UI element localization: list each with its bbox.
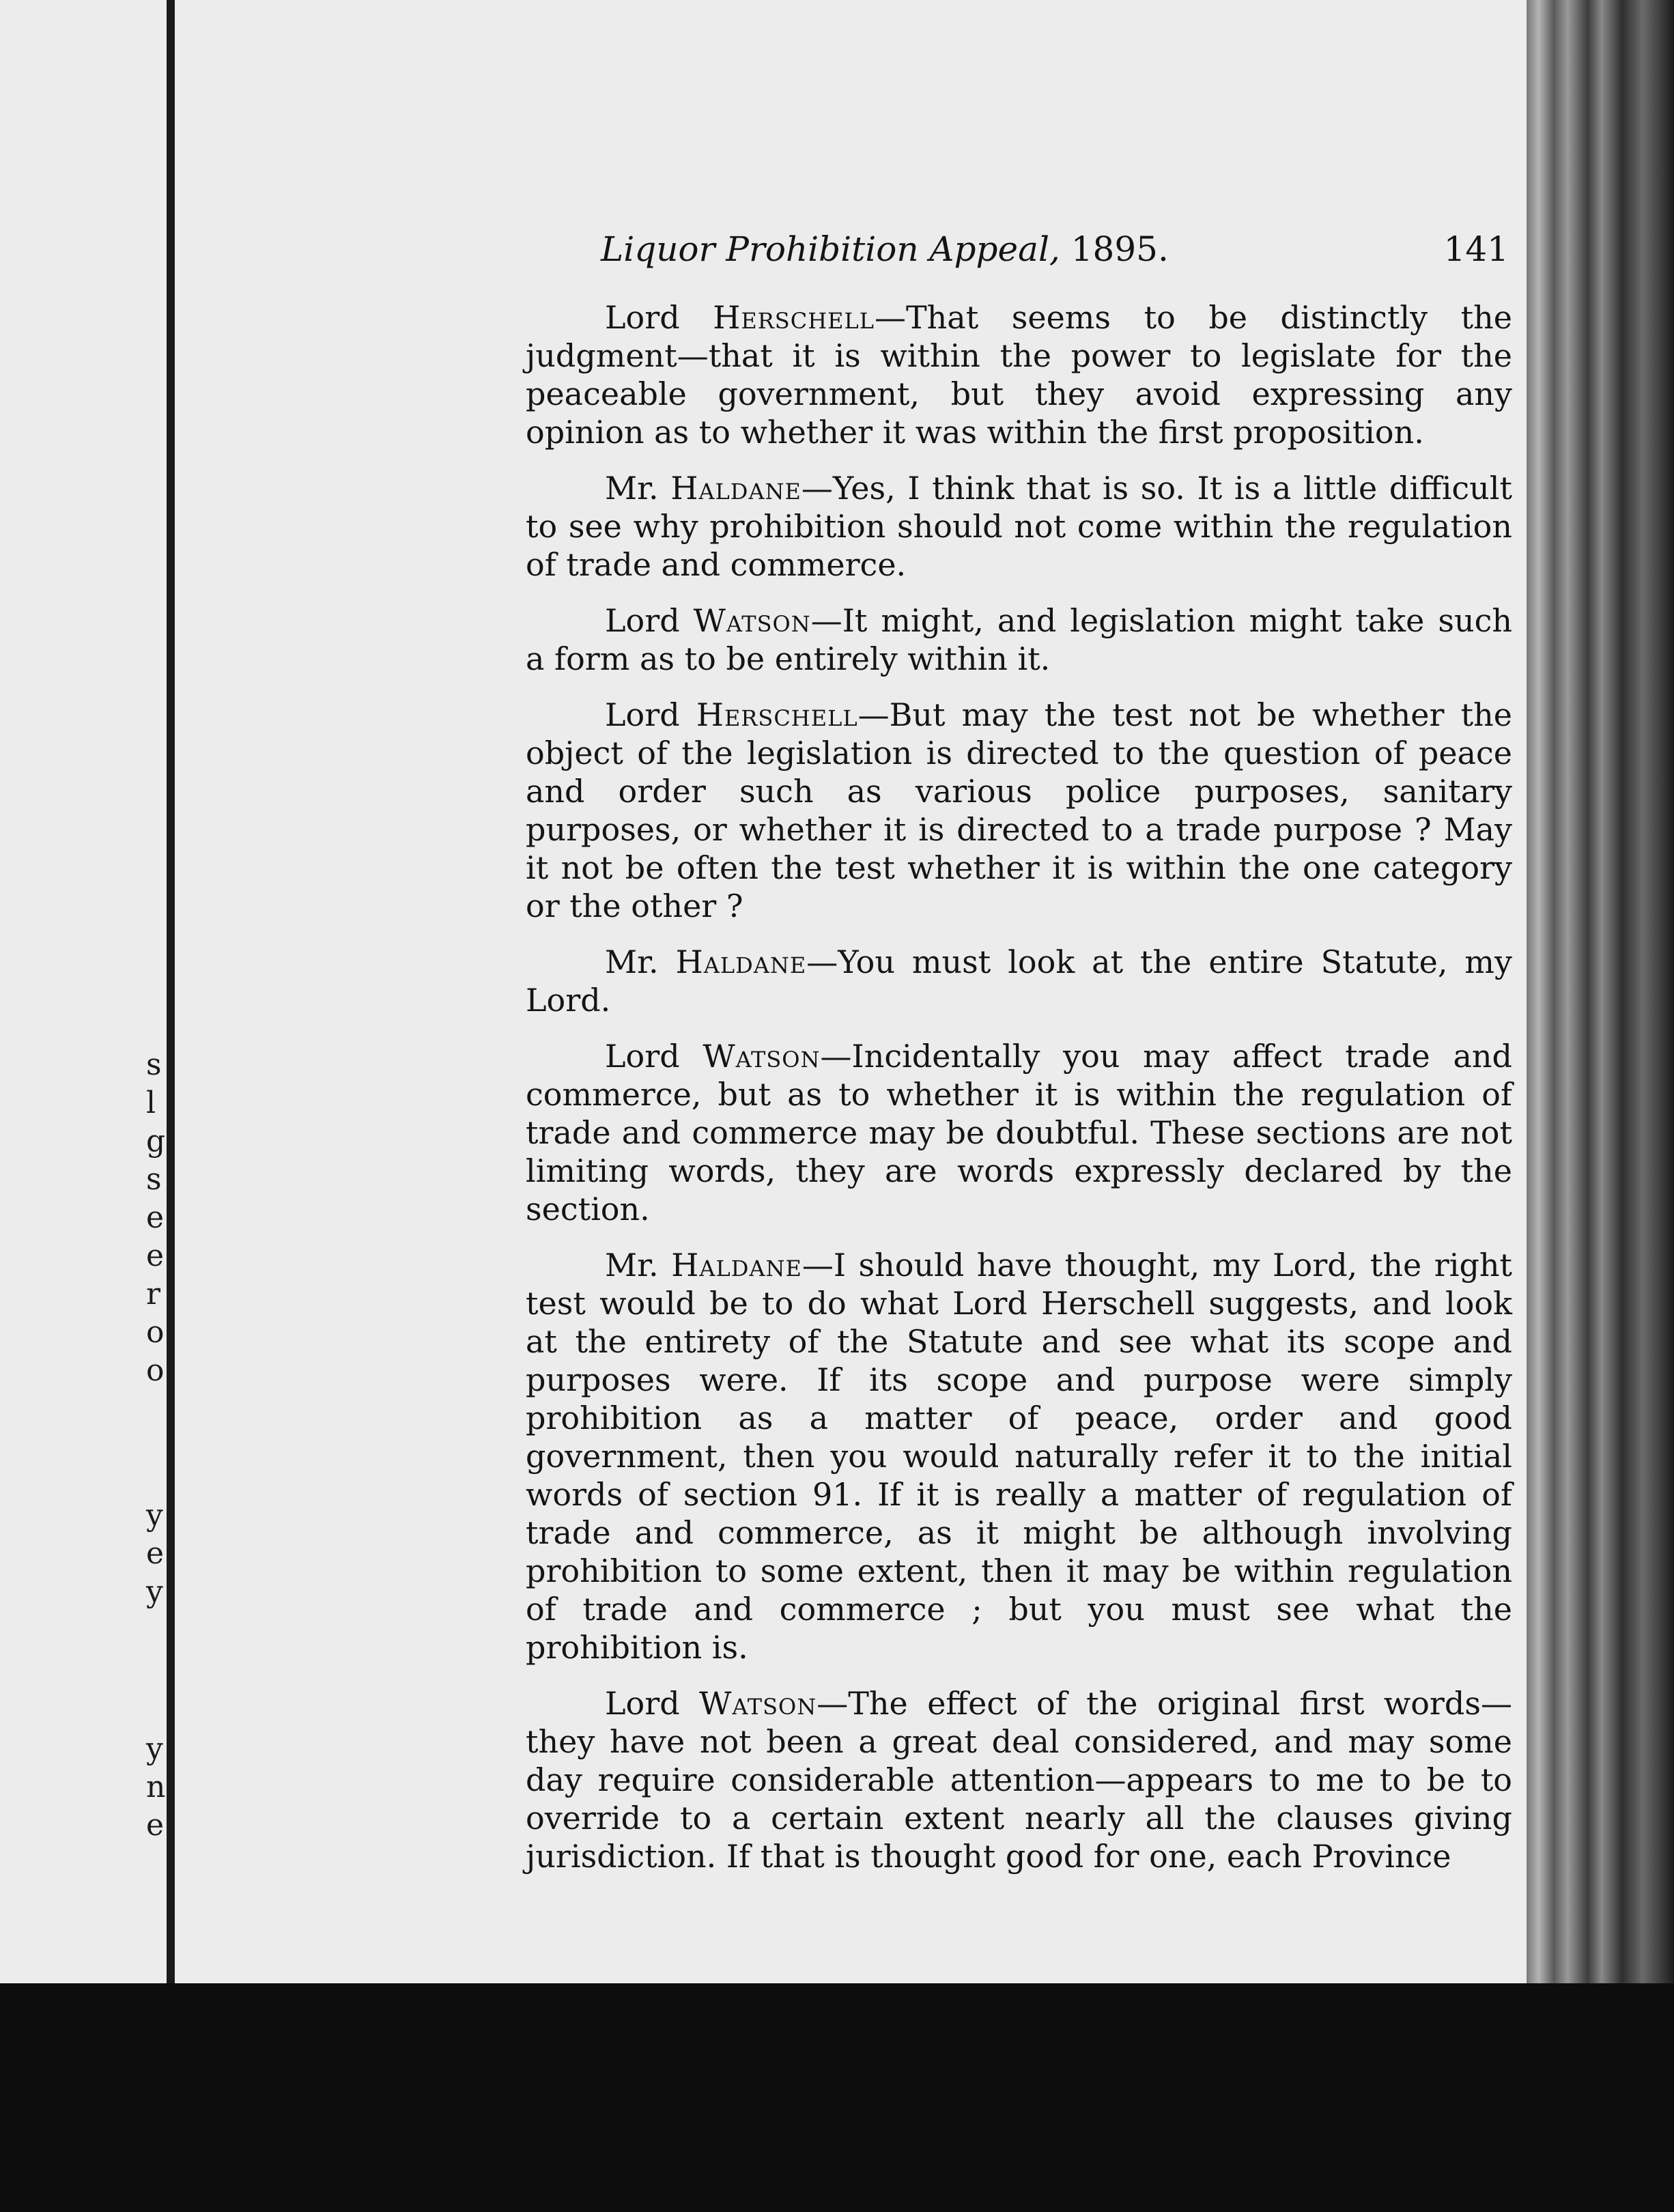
margin-fragment: e <box>146 1536 165 1571</box>
paragraph-text: —You must look at the entire Statute, my Lord. <box>526 944 1513 1019</box>
speaker-name: Watson <box>703 1038 821 1075</box>
speaker-title: Mr. <box>605 944 676 980</box>
paragraph-text: —The effect of the original first words—they have not been a great deal considered, and may some day require considerable attention—appears to me to be to override to a certain extent nearly all the clauses giving jurisdiction. If that is thought good for one, each Province <box>526 1685 1512 1875</box>
dialogue-paragraph <box>526 696 1512 925</box>
speaker-title: Mr. <box>605 1247 672 1284</box>
margin-fragment: e <box>146 1200 165 1235</box>
page-number: 141 <box>1443 229 1509 269</box>
margin-fragment: r <box>146 1277 161 1311</box>
page-gutter <box>167 0 175 1983</box>
dialogue-paragraph <box>526 1037 1512 1228</box>
speaker-title: Lord <box>605 1685 700 1722</box>
margin-fragment: y <box>146 1731 163 1766</box>
speaker-name: Haldane <box>670 470 801 507</box>
paragraph-text: —That seems to be distinctly the judgment—that it is within the power to legislate for the peaceable government, but they avoid expressing any opinion as to whether it was within the first proposition. <box>526 299 1512 451</box>
speaker-title: Lord <box>605 696 696 733</box>
running-title-italic: Liquor Prohibition Appeal, <box>601 229 1060 269</box>
speaker-name: Haldane <box>671 1247 802 1284</box>
paragraph-text: —Yes, I think that is so. It is a little difficult to see why prohibition should not come within the regulation of trade and commerce. <box>526 470 1513 583</box>
scan-bottom-shadow <box>0 1983 1674 2212</box>
running-title <box>601 225 1169 273</box>
book-page-edge <box>1527 0 1674 2212</box>
margin-fragment: g <box>146 1124 166 1159</box>
speaker-name: Watson <box>693 602 811 639</box>
margin-fragment: e <box>146 1808 165 1843</box>
margin-fragment: s <box>146 1162 162 1197</box>
margin-fragment: y <box>146 1498 163 1533</box>
facing-page-margin <box>0 0 171 2212</box>
paragraph-text: —Incidentally you may affect trade and commerce, but as to whether it is within the regulation of trade and commerce may be doubtful. These sections are not limiting words, they are words expressly declared by the section. <box>526 1038 1512 1228</box>
dialogue-paragraph <box>526 943 1512 1019</box>
speaker-title: Lord <box>605 299 713 336</box>
speaker-name: Watson <box>699 1685 817 1722</box>
margin-fragment: s <box>146 1047 162 1082</box>
speaker-name: Haldane <box>675 944 807 980</box>
dialogue-paragraph <box>526 1684 1512 1875</box>
dialogue-paragraph <box>526 298 1512 451</box>
dialogue-paragraph <box>526 601 1512 678</box>
running-header <box>601 225 1509 273</box>
margin-fragment: e <box>146 1238 165 1273</box>
margin-fragment: o <box>146 1315 165 1350</box>
speaker-name: Herschell <box>696 696 858 733</box>
dialogue-paragraph <box>526 1246 1512 1667</box>
speaker-title: Mr. <box>605 470 671 507</box>
paragraph-text: —It might, and legislation might take such a form as to be entirely within it. <box>526 602 1512 677</box>
paragraph-text: —I should have thought, my Lord, the right test would be to do what Lord Herschell suggests, and look at the entirety of the Statute and see what its scope and purposes were. If its scope and purpose were simply prohibition as a matter of peace, order and good government, then you would naturally refer it to the initial words of section 91. If it is really a matter of regulation of trade and commerce, as it might be although involving prohibition to some extent, then it may be within regulation of trade and commerce ; but you must see what the prohibition is. <box>526 1247 1512 1666</box>
margin-fragment: y <box>146 1574 163 1609</box>
dialogue-paragraph <box>526 469 1512 584</box>
transcript-body <box>526 298 1512 1893</box>
speaker-title: Lord <box>605 602 694 639</box>
speaker-title: Lord <box>605 1038 703 1075</box>
margin-fragment: o <box>146 1353 165 1388</box>
margin-fragment: n <box>146 1770 166 1804</box>
paragraph-text: —But may the test not be whether the object of the legislation is directed to the question of peace and order such as various police purposes, sanitary purposes, or whether it is directed to a trade purpose ? May it not be often the test whether it is within the one category or the other ? <box>526 696 1512 924</box>
book-page <box>175 0 1527 1983</box>
speaker-name: Herschell <box>713 299 875 336</box>
running-title-year: 1895. <box>1060 229 1169 269</box>
margin-fragment: l <box>146 1086 156 1120</box>
